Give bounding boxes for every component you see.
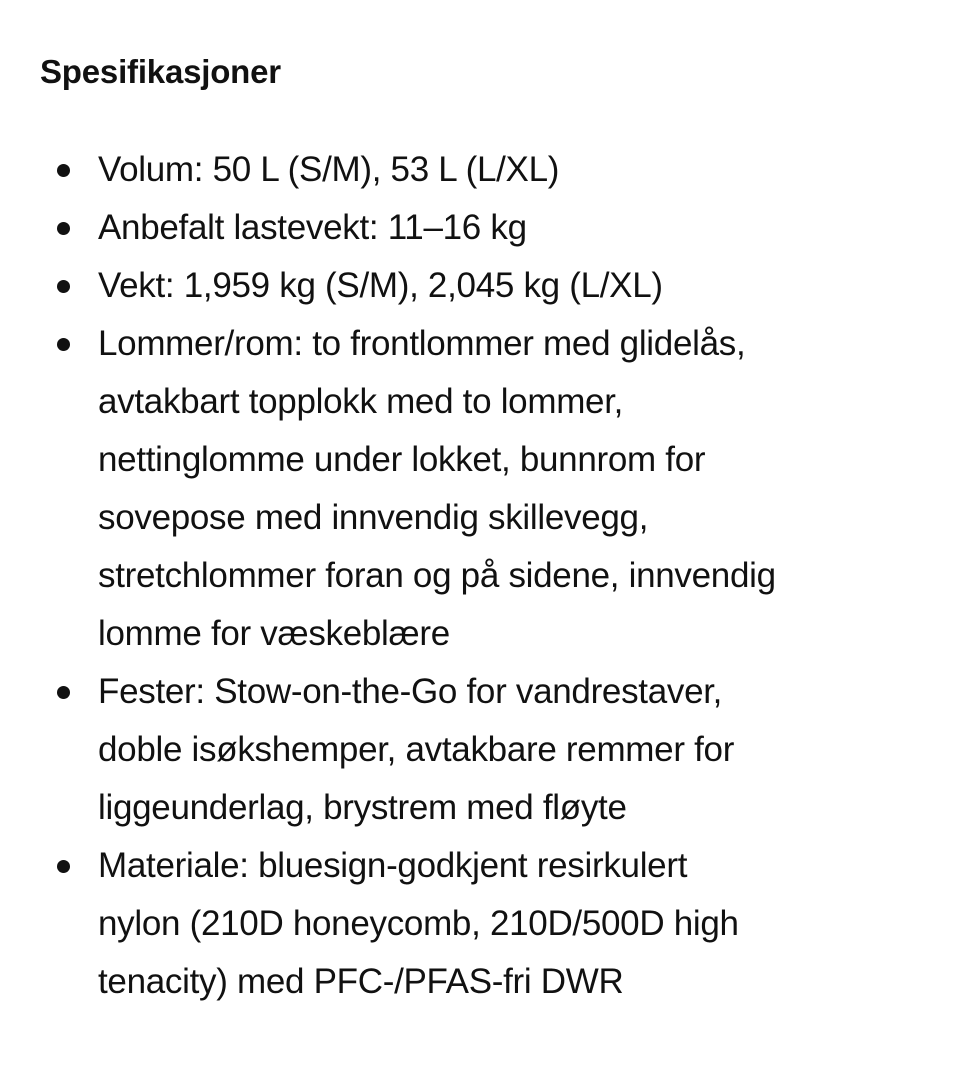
spec-item-text: Materiale: bluesign-godkjent resirkulert nylon (210D honeycomb, 210D/500D high tenacity) med PFC-/PFAS-fri DWR	[98, 846, 739, 1001]
spec-item-pockets	[40, 315, 920, 663]
spec-item-material	[40, 837, 920, 1011]
spec-item-volume	[40, 141, 920, 199]
spec-item-text: Lommer/rom: to frontlommer med glidelås, avtakbart topplokk med to lommer, nettinglomme under lokket, bunnrom for sovepose med innvendig skillevegg, stretchlommer foran og på sidene, innvendig lomme for væskeblære	[98, 324, 776, 653]
spec-item-recommended-load	[40, 199, 920, 257]
bullet-icon	[57, 338, 70, 351]
spec-item-text: Fester: Stow-on-the-Go for vandrestaver, doble isøkshemper, avtakbare remmer for liggeunderlag, brystrem med fløyte	[98, 672, 735, 827]
specifications-list	[40, 141, 920, 1011]
bullet-icon	[57, 860, 70, 873]
bullet-icon	[57, 164, 70, 177]
section-title: Spesifikasjoner	[40, 53, 281, 90]
spec-item-text: Vekt: 1,959 kg (S/M), 2,045 kg (L/XL)	[98, 266, 663, 305]
bullet-icon	[57, 686, 70, 699]
spec-item-text: Volum: 50 L (S/M), 53 L (L/XL)	[98, 150, 560, 189]
bullet-icon	[57, 280, 70, 293]
spec-item-weight	[40, 257, 920, 315]
bullet-icon	[57, 222, 70, 235]
spec-item-attachments	[40, 663, 920, 837]
spec-item-text: Anbefalt lastevekt: 11–16 kg	[98, 208, 527, 247]
